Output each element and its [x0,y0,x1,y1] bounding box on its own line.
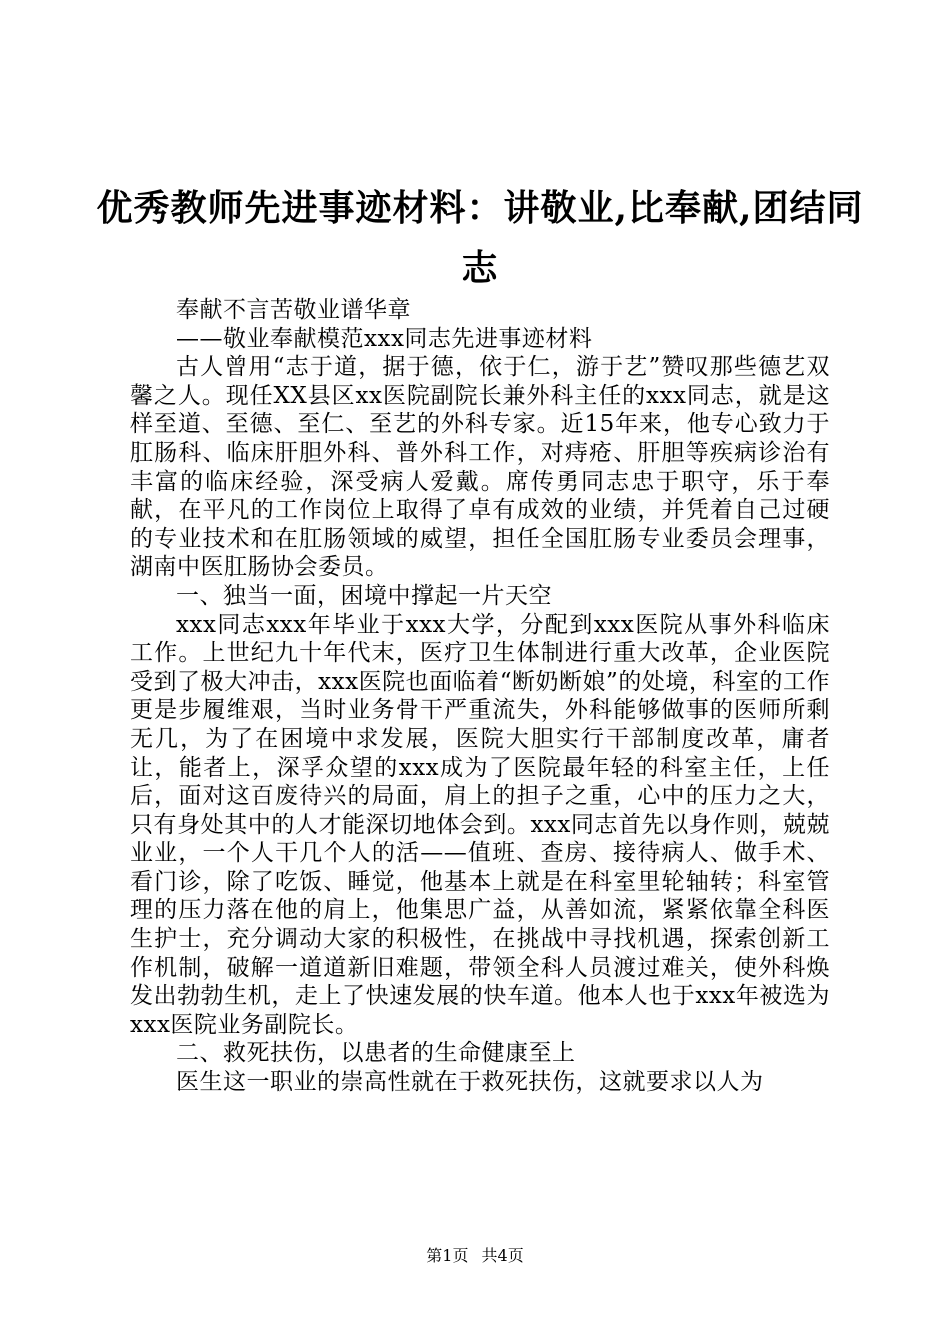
subtitle: 奉献不言苦敬业谱华章 [176,297,411,323]
paragraph: 医生这一职业的崇高性就在于救死扶伤，这就要求以人为 [176,1069,764,1096]
subtitle-dash: ——敬业奉献模范xxx同志先进事迹材料 [176,325,593,352]
page-title: 优秀教师先进事迹材料：讲敬业,比奉献,团结同志 [96,187,864,289]
page-number: 第1页 [426,1246,469,1265]
paragraph: xxx同志xxx年毕业于xxx大学，分配到xxx医院从事外科临床工作。上世纪九十年代末，医疗卫生体制进行重大改革，企业医院受到了极大冲击，xxx医院也面临着“断奶断娘”的处境，科室的工作更是步履维艰，当时业务骨干严重流失，外科能够做事的医师所剩无几，为了在困境中求发展，医院大胆实行干部制度改革，庸者让，能者上，深孚众望的xxx成为了医院最年轻的科室主任，上任后，面对这百废待兴的局面，肩上的担子之重，心中的压力之大，只有身处其中的人才能深切地体会到。xxx同志首先以身作则，兢兢业业，一个人干几个人的活——值班、查房、接待病人、做手术、看门诊，除了吃饭、睡觉，他基本上就是在科室里轮轴转；科室管理的压力落在他的肩上，他集思广益，从善如流，紧紧依靠全科医生护士，充分调动大家的积极性，在挑战中寻找机遇，探索创新工作机制，破解一道道新旧难题，带领全科人员渡过难关，使外科焕发出勃勃生机，走上了快速发展的快车道。他本人也于xxx年被选为xxx医院业务副院长。 [130,611,830,1038]
paragraph: 古人曾用“志于道，据于德，依于仁，游于艺”赞叹那些德艺双馨之人。现任XX县区xx医院副院长兼外科主任的xxx同志，就是这样至道、至德、至仁、至艺的外科专家。近15年来，他专心致力于肛肠科、临床肝胆外科、普外科工作，对痔疮、肝胆等疾病诊治有丰富的临床经验，深受病人爱戴。席传勇同志忠于职守，乐于奉献，在平凡的工作岗位上取得了卓有成效的业绩，并凭着自己过硬的专业技术和在肛肠领域的威望，担任全国肛肠专业委员会理事，湖南中医肛肠协会委员。 [130,354,830,581]
document-body [130,296,830,1097]
section-heading: 二、救死扶伤，以患者的生命健康至上 [176,1040,576,1067]
page-total: 共4页 [481,1246,524,1265]
section-heading: 一、独当一面，困境中撑起一片天空 [176,582,552,609]
page-footer [0,1243,950,1266]
